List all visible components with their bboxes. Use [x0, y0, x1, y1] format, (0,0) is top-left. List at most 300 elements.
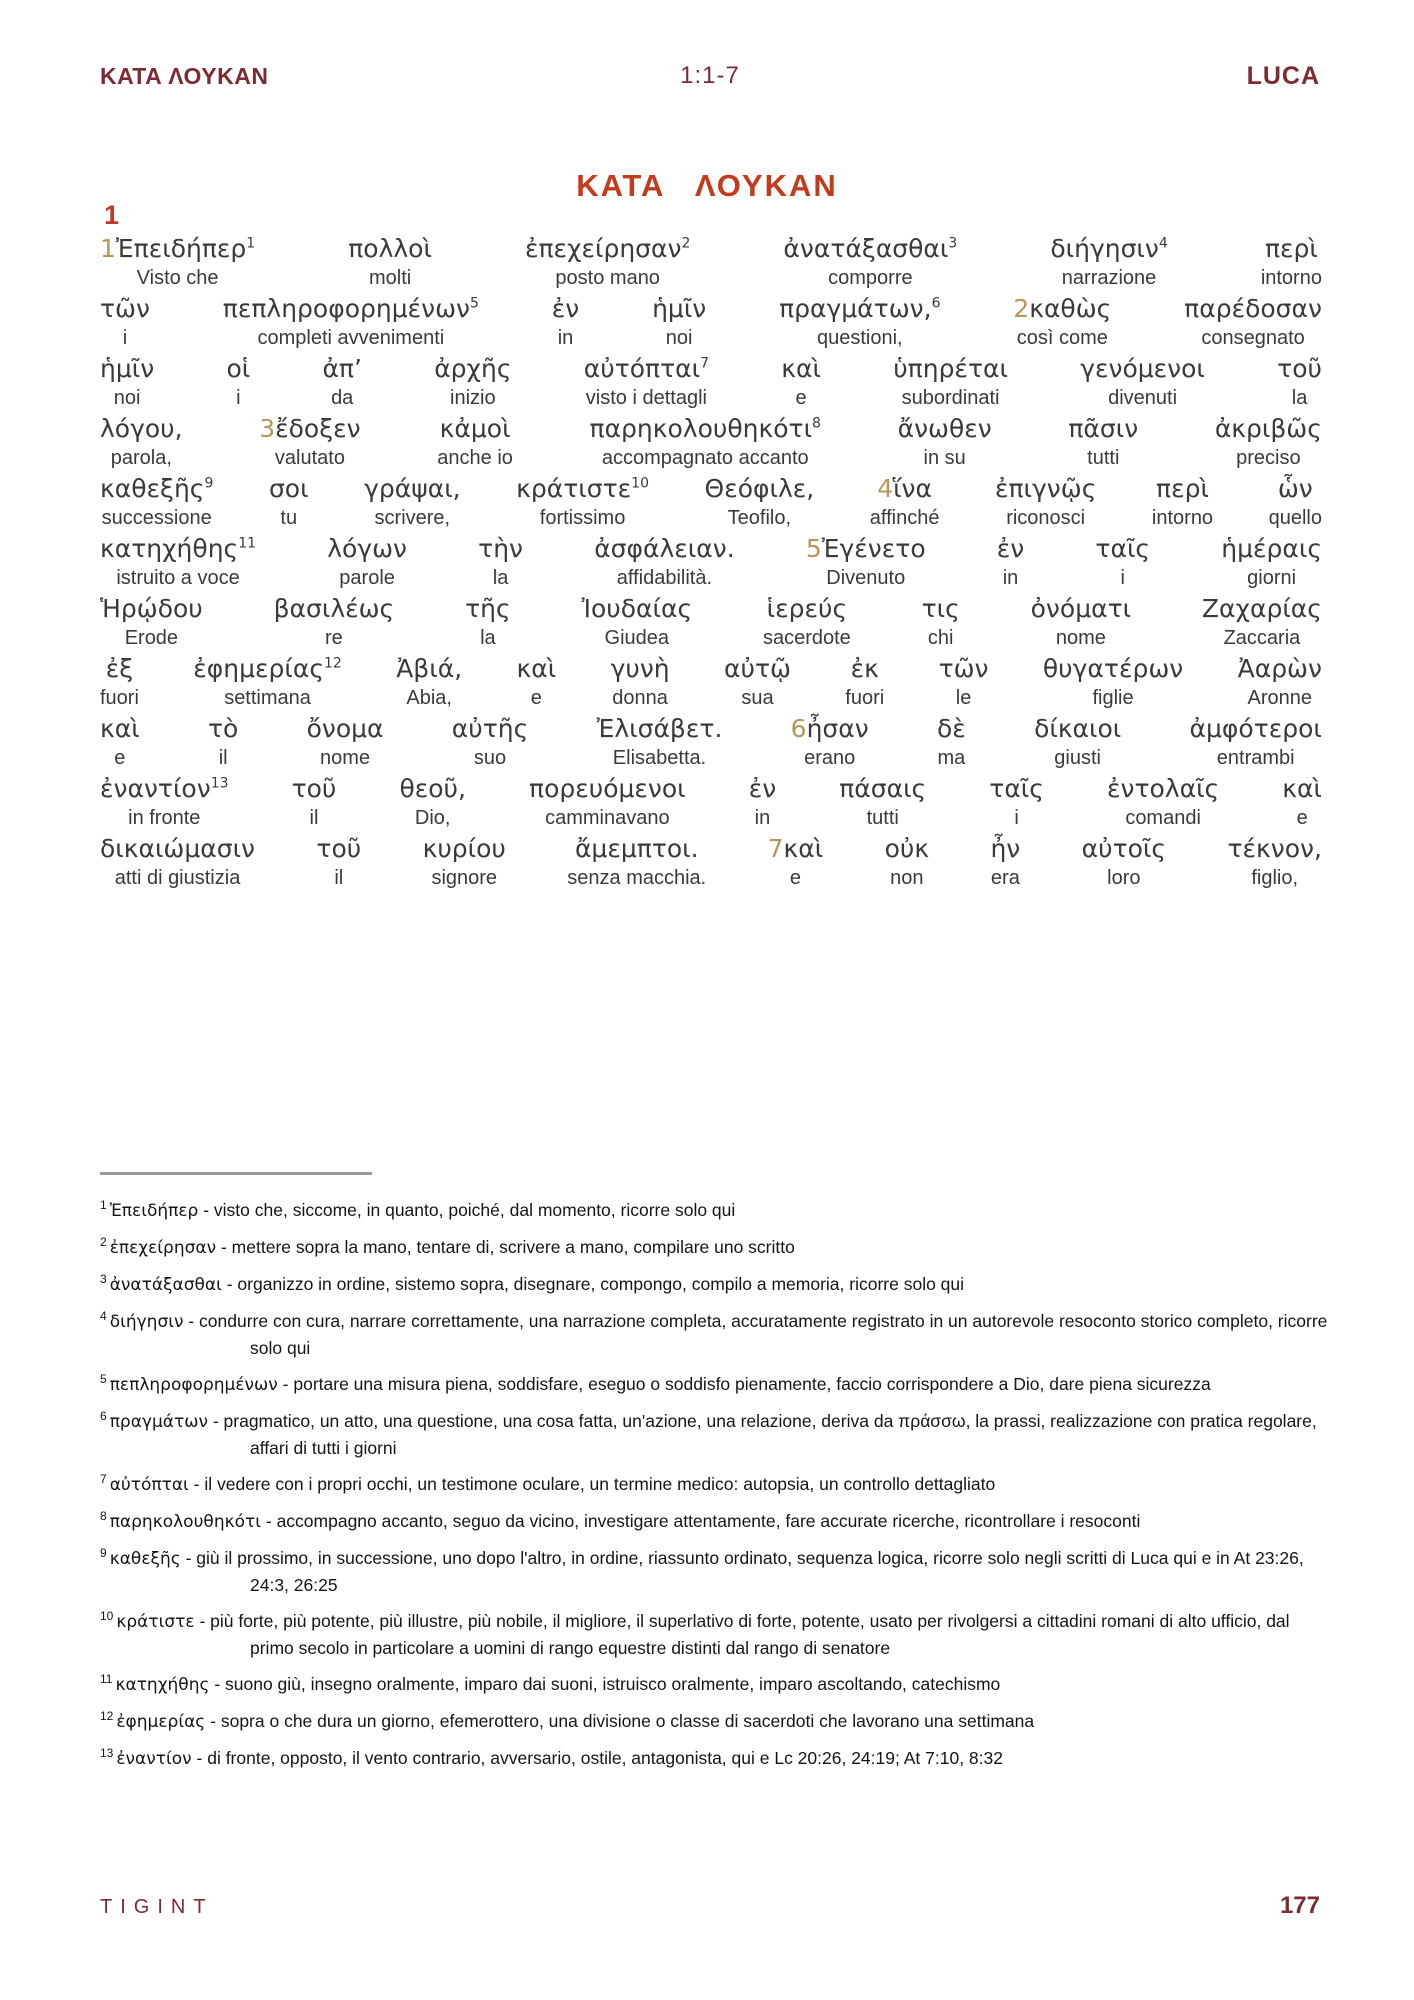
interlinear-word: [223, 292, 479, 351]
greek-line: [100, 472, 213, 506]
footnote-greek-word: ἐναντίον: [116, 1749, 192, 1769]
gloss-text: Teofilo,: [727, 507, 792, 529]
interlinear-word: [516, 472, 649, 531]
footnote-greek-word: πεπληροφορημένων: [109, 1375, 278, 1395]
interlinear-word: [1013, 292, 1111, 351]
greek-word: Θεόφιλε,: [704, 474, 815, 503]
greek-word: διήγησιν: [1050, 234, 1159, 263]
greek-word: θεοῦ,: [399, 774, 466, 803]
greek-line: [1050, 232, 1167, 266]
greek-word: γενόμενοι: [1080, 354, 1205, 383]
greek-line: [937, 712, 966, 746]
greek-line: [1068, 412, 1138, 446]
footnote-number: 13: [100, 1746, 114, 1761]
footnote-ref: 8: [812, 415, 821, 432]
interlinear-word: [990, 832, 1020, 891]
greek-line: [100, 292, 150, 326]
footnote-number: 9: [100, 1546, 107, 1561]
greek-word: Ἰουδαίας: [581, 594, 693, 623]
greek-line: [877, 472, 932, 506]
gloss-text: fuori: [845, 687, 885, 709]
gloss-text: accompagnato accanto: [601, 447, 809, 469]
interlinear-word: [1215, 412, 1322, 471]
greek-line: [939, 652, 989, 686]
header-book-name: ΚΑΤΑ ΛΟΥΚΑΝ: [100, 63, 269, 89]
footnote-number: 11: [100, 1672, 113, 1687]
interlinear-word: [898, 412, 992, 471]
interlinear-word: [396, 652, 462, 711]
greek-word: πολλοὶ: [348, 234, 432, 263]
greek-word: ἐναντίον: [100, 774, 211, 803]
interlinear-word: [193, 652, 342, 711]
gloss-text: la: [1291, 387, 1308, 409]
gloss-text: affidabilità.: [616, 567, 713, 589]
greek-line: [1184, 292, 1322, 326]
gloss-text: intorno: [1151, 507, 1214, 529]
footnote-item: [100, 1197, 1332, 1224]
greek-word: καὶ: [1282, 774, 1322, 803]
greek-word: ὑπηρέται: [893, 354, 1008, 383]
gloss-text: da: [331, 387, 354, 409]
gloss-text: i: [236, 387, 241, 409]
greek-line: [100, 232, 255, 266]
interlinear-word: [922, 592, 960, 651]
greek-word: οἱ: [226, 354, 251, 383]
footnote-item: [100, 1234, 1332, 1261]
greek-line: [316, 832, 361, 866]
footnotes-list: [100, 1197, 1332, 1772]
interlinear-word: [259, 412, 360, 471]
gloss-text: in fronte: [128, 807, 201, 829]
interlinear-word: [517, 652, 557, 711]
gloss-text: tutti: [1087, 447, 1120, 469]
footnote-greek-word: Ἐπειδήπερ: [109, 1201, 199, 1221]
interlinear-word: [845, 652, 884, 711]
gloss-text: re: [325, 627, 343, 649]
interlinear-word: [1261, 232, 1322, 291]
greek-word: παρηκολουθηκότι: [589, 414, 813, 443]
greek-word: ἀπ’: [322, 354, 362, 383]
greek-line: [529, 772, 686, 806]
footnote-item: [100, 1545, 1332, 1598]
gloss-text: affinché: [869, 507, 940, 529]
gloss-text: parole: [339, 567, 395, 589]
interlinear-word: [1269, 472, 1322, 531]
greek-line: [1080, 352, 1205, 386]
footnote-greek-word: ἐπεχείρησαν: [109, 1238, 217, 1258]
greek-word: ἐξ: [105, 654, 134, 683]
interlinear-word: [1031, 592, 1131, 651]
greek-word: ἐκ: [850, 654, 879, 683]
interlinear-word: [724, 652, 791, 711]
verse-number: 7: [767, 834, 784, 863]
footnote-ref: 5: [470, 295, 479, 312]
interlinear-word: [465, 592, 511, 651]
running-header: [100, 62, 1320, 91]
greek-line: [893, 352, 1008, 386]
greek-word: ἐπεχείρησαν: [524, 234, 682, 263]
greek-word: αὐτόπται: [583, 354, 701, 383]
gloss-text: comandi: [1125, 807, 1201, 829]
interlinear-word: [100, 832, 255, 891]
greek-word: πραγμάτων,: [779, 294, 932, 323]
greek-line: [259, 412, 360, 446]
greek-word: ἔδοξεν: [275, 414, 361, 443]
gloss-text: completi avvenimenti: [257, 327, 445, 349]
gloss-text: Aronne: [1247, 687, 1313, 709]
footnote-number: 3: [100, 1272, 107, 1287]
greek-line: [1013, 292, 1111, 326]
gloss-text: in: [754, 807, 771, 829]
greek-word: οὐκ: [884, 834, 930, 863]
interlinear-word: [1107, 772, 1219, 831]
gloss-text: sacerdote: [762, 627, 851, 649]
greek-word: τέκνον,: [1227, 834, 1322, 863]
greek-word: ἀνατάξασθαι: [783, 234, 949, 263]
gloss-text: questioni,: [816, 327, 903, 349]
interlinear-word: [749, 772, 776, 831]
greek-line: [1095, 532, 1150, 566]
greek-word: Ἀαρὼν: [1237, 654, 1322, 683]
greek-word: καὶ: [781, 354, 821, 383]
greek-word: ἦν: [990, 834, 1021, 863]
greek-line: [1221, 532, 1322, 566]
interlinear-word: [1238, 652, 1322, 711]
greek-word: τοῦ: [1277, 354, 1322, 383]
footnote-ref: 13: [210, 775, 229, 792]
greek-line: [465, 592, 511, 626]
interlinear-word: [768, 832, 824, 891]
interlinear-word: [100, 652, 139, 711]
interlinear-word: [423, 832, 506, 891]
verse-number: 4: [877, 474, 894, 503]
greek-word: περὶ: [1156, 474, 1209, 503]
greek-line: [597, 712, 723, 746]
gloss-text: non: [890, 867, 924, 889]
footnote-greek-word: διήγησιν: [109, 1312, 184, 1332]
footnote-number: 6: [100, 1409, 107, 1424]
gloss-text: intorno: [1260, 267, 1322, 289]
interlinear-word: [652, 292, 706, 351]
greek-line: [989, 772, 1044, 806]
greek-line: [1031, 592, 1131, 626]
greek-word: ἐν: [551, 294, 580, 323]
footnote-ref: 3: [948, 235, 958, 252]
footnote-item: [100, 1271, 1332, 1298]
footnote-ref: 12: [324, 655, 342, 672]
interlinear-word: [611, 652, 670, 711]
greek-word: κράτιστε: [516, 474, 632, 503]
greek-line: [517, 652, 557, 686]
greek-line: [1215, 412, 1322, 446]
greek-word: πᾶσιν: [1068, 414, 1139, 443]
interlinear-row: [100, 532, 1322, 591]
greek-line: [1202, 592, 1322, 626]
greek-line: [590, 412, 821, 446]
greek-word: ἐπιγνῷς: [994, 474, 1097, 503]
footnote-greek-word: κράτιστε: [116, 1612, 195, 1632]
footnote-definition: - portare una misura piena, soddisfare, eseguo o soddisfo pienamente, faccio corrispondere a Dio, dare piena sicurezza: [282, 1374, 1211, 1394]
interlinear-word: [348, 232, 432, 291]
footnote-item: [100, 1508, 1332, 1535]
greek-word: τοῦ: [291, 774, 337, 803]
gloss-text: figlie: [1092, 687, 1134, 709]
gloss-text: in su: [923, 447, 966, 469]
interlinear-row: [100, 712, 1322, 771]
gloss-text: la: [492, 567, 509, 589]
footnote-definition: - organizzo in ordine, sistemo sopra, disegnare, compongo, compilo a memoria, ricorre solo qui: [226, 1274, 965, 1294]
greek-line: [779, 292, 940, 326]
gloss-text: inizio: [450, 387, 496, 409]
greek-word: τῆς: [465, 594, 511, 623]
greek-line: [997, 532, 1024, 566]
greek-word: γράψαι,: [364, 474, 461, 503]
greek-word: Ἡρῴδου: [100, 594, 203, 623]
greek-line: [1238, 652, 1322, 686]
interlinear-word: [590, 412, 821, 471]
greek-word: ἡμῖν: [652, 294, 707, 323]
gloss-text: il: [218, 747, 228, 769]
greek-line: [581, 592, 692, 626]
gloss-text: loro: [1107, 867, 1141, 889]
greek-word: ἀκριβῶς: [1214, 414, 1322, 443]
greek-line: [307, 712, 384, 746]
header-book-name-italian: LUCA: [1246, 62, 1320, 90]
greek-line: [1277, 352, 1322, 386]
interlinear-row: [100, 832, 1322, 891]
interlinear-word: [307, 712, 384, 771]
greek-word: Ἐλισάβετ.: [596, 714, 723, 743]
footnote-ref: 4: [1158, 235, 1168, 252]
greek-line: [327, 532, 407, 566]
verse-number: 6: [790, 714, 807, 743]
greek-line: [399, 772, 466, 806]
greek-line: [922, 592, 960, 626]
footnote-definition: - il vedere con i propri occhi, un testimone oculare, un termine medico: autopsia, un controllo dettagliato: [193, 1474, 996, 1494]
gloss-text: in: [557, 327, 574, 349]
greek-word: θυγατέρων: [1042, 654, 1184, 683]
greek-word: τῶν: [938, 654, 989, 683]
greek-word: ἄνωθεν: [897, 414, 992, 443]
interlinear-word: [806, 532, 926, 591]
greek-word: δίκαιοι: [1034, 714, 1122, 743]
greek-word: αὐτῆς: [451, 714, 529, 743]
interlinear-word: [1190, 712, 1322, 771]
interlinear-word: [100, 352, 154, 411]
greek-word: καθὼς: [1029, 294, 1112, 323]
greek-line: [452, 712, 529, 746]
greek-line: [396, 652, 462, 686]
verse-number: 1: [100, 234, 116, 263]
interlinear-row: [100, 352, 1322, 411]
footnote-ref: 2: [681, 235, 691, 252]
interlinear-row: [100, 292, 1322, 351]
verse-number: 5: [805, 534, 822, 563]
interlinear-word: [567, 832, 706, 891]
greek-word: Ἐγένετο: [821, 534, 926, 563]
footnote-ref: 6: [931, 295, 941, 312]
greek-line: [652, 292, 706, 326]
interlinear-word: [1082, 832, 1166, 891]
gloss-text: il: [309, 807, 319, 829]
greek-line: [749, 772, 776, 806]
gloss-text: settimana: [224, 687, 311, 709]
greek-word: καὶ: [100, 714, 140, 743]
greek-word: δικαιώμασιν: [100, 834, 256, 863]
footnote-item: [100, 1471, 1332, 1498]
greek-word: Ἐπειδήπερ: [115, 234, 247, 263]
interlinear-word: [937, 712, 966, 771]
greek-word: λόγων: [327, 534, 407, 563]
greek-line: [100, 532, 256, 566]
footnote-item: [100, 1408, 1332, 1461]
greek-word: ὀνόματι: [1030, 594, 1132, 623]
gloss-text: figlio,: [1251, 867, 1299, 889]
gloss-text: erano: [804, 747, 856, 769]
interlinear-word: [870, 472, 940, 531]
greek-word: ἱερεύς: [766, 594, 848, 623]
footnote-definition: - giù il prossimo, in successione, uno dopo l'altro, in ordine, riassunto ordinato, sequenza logica, ricorre solo negli scritti di Luca qui e in At 23:26, 24:3, 26:25: [185, 1548, 1304, 1595]
greek-line: [851, 652, 879, 686]
gloss-text: in: [1002, 567, 1019, 589]
gloss-text: e: [1296, 807, 1308, 829]
gloss-text: giorni: [1247, 567, 1297, 589]
gloss-text: molti: [368, 267, 412, 289]
gloss-text: e: [789, 867, 801, 889]
gloss-text: atti di giustizia: [114, 867, 241, 889]
greek-line: [292, 772, 337, 806]
greek-line: [274, 592, 395, 626]
interlinear-word: [364, 472, 461, 531]
greek-word: ἀμφότεροι: [1189, 714, 1322, 743]
gloss-text: ma: [937, 747, 966, 769]
greek-word: πάσαις: [839, 774, 927, 803]
footnote-number: 4: [100, 1309, 107, 1324]
greek-word: καὶ: [783, 834, 824, 863]
greek-line: [995, 472, 1096, 506]
greek-line: [768, 832, 824, 866]
gloss-text: quello: [1268, 507, 1322, 529]
greek-word: περὶ: [1264, 234, 1318, 263]
greek-line: [1043, 652, 1183, 686]
footnote-definition: - mettere sopra la mano, tentare di, scrivere a mano, compilare uno scritto: [220, 1237, 795, 1257]
interlinear-word: [100, 712, 140, 771]
footnote-number: 5: [100, 1372, 107, 1387]
greek-line: [1278, 472, 1313, 506]
footnote-greek-word: παρηκολουθηκότι: [109, 1512, 261, 1532]
greek-line: [106, 652, 133, 686]
footnote-definition: - sopra o che dura un giorno, efemerottero, una divisione o classe di sacerdoti che lavorano una settimana: [210, 1711, 1035, 1731]
page-footer: [100, 1892, 1320, 1920]
greek-word: ἀσφάλειαν.: [594, 534, 735, 563]
footnote-number: 2: [100, 1235, 107, 1250]
book-title: ΚΑΤΑ ΛΟΥΚΑΝ: [576, 168, 838, 203]
greek-word: ἐφημερίας: [193, 654, 325, 683]
greek-word: ἦσαν: [806, 714, 869, 743]
greek-word: ἵνα: [893, 474, 932, 503]
greek-word: ἡμῖν: [100, 354, 155, 383]
chapter-number: 1: [104, 200, 120, 230]
gloss-text: Divenuto: [826, 567, 906, 589]
footnote-definition: - più forte, più potente, più illustre, più nobile, il migliore, il superlativo di forte, potente, usato per rivolgersi a cittadini romani di alto ufficio, dal primo secolo in particolare a uomini di rango equestre distinti dal rango di senatore: [199, 1611, 1290, 1658]
footnote-ref: 7: [700, 355, 710, 372]
greek-word: λόγου,: [100, 414, 183, 443]
gloss-text: sua: [741, 687, 774, 709]
greek-line: [724, 652, 791, 686]
interlinear-word: [1202, 592, 1322, 651]
gloss-text: tutti: [866, 807, 899, 829]
interlinear-word: [269, 472, 309, 531]
greek-line: [990, 832, 1020, 866]
greek-word: πεπληροφορημένων: [222, 294, 470, 323]
greek-word: τῶν: [100, 294, 150, 323]
interlinear-word: [1068, 412, 1138, 471]
gloss-text: posto mano: [555, 267, 660, 289]
gloss-text: anche io: [437, 447, 513, 469]
gloss-text: preciso: [1236, 447, 1301, 469]
footnote-definition: - pragmatico, un atto, una questione, una cosa fatta, un'azione, una relazione, deriva da πράσσω, la prassi, realizzazione con pratica regolare, affari di tutti i giorni: [212, 1411, 1317, 1458]
interlinear-word: [100, 292, 150, 351]
interlinear-word: [434, 352, 511, 411]
greek-line: [791, 712, 869, 746]
greek-word: αὐτῷ: [724, 654, 791, 683]
interlinear-word: [995, 472, 1096, 531]
interlinear-word: [100, 592, 203, 651]
footnotes-section: [100, 1172, 1332, 1782]
gloss-text: nome: [1055, 627, 1106, 649]
greek-word: καθεξῆς: [100, 474, 205, 503]
gloss-text: giusti: [1054, 747, 1101, 769]
gloss-text: donna: [612, 687, 668, 709]
greek-line: [208, 712, 238, 746]
greek-word: ταῖς: [1095, 534, 1151, 563]
greek-line: [885, 832, 930, 866]
greek-word: τοῦ: [316, 834, 362, 863]
verse-number: 3: [259, 414, 276, 443]
interlinear-row: [100, 772, 1322, 831]
greek-line: [1034, 712, 1121, 746]
gloss-text: comporre: [828, 267, 913, 289]
interlinear-word: [1184, 292, 1322, 351]
interlinear-word: [584, 352, 709, 411]
gloss-text: Erode: [124, 627, 179, 649]
gloss-text: scrivere,: [374, 507, 451, 529]
gloss-text: camminavano: [545, 807, 670, 829]
gloss-text: noi: [113, 387, 141, 409]
gloss-text: senza macchia.: [567, 867, 707, 889]
interlinear-word: [327, 532, 407, 591]
gloss-text: i: [1120, 567, 1125, 589]
gloss-text: chi: [927, 627, 954, 649]
footnote-definition: - di fronte, opposto, il vento contrario, avversario, ostile, antagonista, qui e Lc 20:26, 24:19; At 7:10, 8:32: [196, 1748, 1003, 1768]
interlinear-word: [274, 592, 395, 651]
interlinear-word: [100, 412, 183, 471]
interlinear-word: [1095, 532, 1150, 591]
interlinear-word: [597, 712, 723, 771]
greek-line: [781, 352, 821, 386]
gloss-text: valutato: [274, 447, 345, 469]
gloss-text: divenuti: [1108, 387, 1178, 409]
interlinear-word: [781, 352, 821, 411]
interlinear-word: [997, 532, 1024, 591]
interlinear-word: [525, 232, 690, 291]
greek-word: σοι: [268, 474, 309, 503]
interlinear-word: [1221, 532, 1322, 591]
interlinear-word: [100, 232, 255, 291]
interlinear-word: [552, 292, 579, 351]
footnote-greek-word: ἐφημερίας: [116, 1712, 206, 1732]
interlinear-word: [437, 412, 513, 471]
